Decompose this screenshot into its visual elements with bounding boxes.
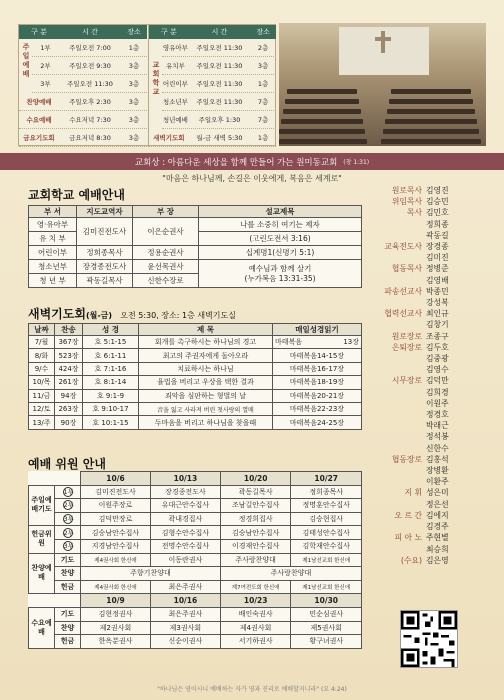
table-row: 헌금 한옥분권사 신순이권사 서기하권사 황구녀권사 — [29, 635, 362, 649]
header-division: 구 분 — [31, 28, 47, 36]
church-school-label: 교회학교 — [152, 61, 160, 96]
staff-row — [368, 511, 488, 520]
staff-row — [368, 276, 488, 285]
worship-times-right — [148, 25, 276, 147]
staff-name: 성은미 — [426, 488, 449, 498]
staff-name: 최인규 — [426, 309, 449, 319]
staff-row — [368, 320, 488, 329]
staff-name: 김승민 — [426, 197, 449, 207]
staff-name: 장병환 — [426, 466, 449, 476]
motto-text: 교회상 : 아름다운 세상을 함께 만들어 가는 원미동교회 — [134, 157, 338, 168]
staff-role — [368, 522, 426, 531]
worship-row: 청년예배 주일오후 1:30 7층 — [162, 111, 276, 129]
table-row: 2부 이원주장로 유대근안수집사 조남길안수집사 정명훈안수집사 — [29, 499, 362, 513]
staff-role: 원로장로 — [391, 331, 422, 341]
staff-role — [368, 432, 426, 441]
worship-row: 영유아부 주일오전 11:30 2층 — [162, 39, 276, 57]
table-row: 8/화 523장 호 6:1-11 최고의 주권자에게 돌아오라 마태복음14-15장 — [29, 349, 362, 362]
worship-row: 찬양예배 주일오후 2:30 3층 — [19, 93, 147, 111]
staff-row — [368, 522, 488, 531]
staff-role — [368, 399, 426, 408]
dawn-prayer-title: 새벽기도회(월-금) 오전 5:30, 장소: 1층 새벽기도실 — [28, 307, 236, 321]
staff-role: 시무장로 — [391, 376, 422, 386]
dawn-prayer-table: 날짜 찬송 성 경 제 목 매일성경읽기 7/월 367장 호 5:1-15 회개를 촉구하시는 하나님의 경고 마태복음 13장 8/화 523장 호 6:1-11 최고의 주권자에게 돌아오라 마태복음14-15장 9/수 424장 호 7:1-16 치료하시는 하나님 마태복음16-17장 10/목 261장 호 8:1-14 율법을 버리고 우상을 택한 결과 마태복음18-19장 11/금 94장 호 9:1-9 죄악을 심판하는 형벌의 날 마태복음20-21장 12/토 263장 호 9:10-17 音을 잃고 사라져 버린 첫사랑의 열매 마태복음22-23장 13/주 90장 호 10:1-15 두마음을 버리고 하나님을 찾을때 마태복음24-25장 — [28, 323, 362, 430]
staff-row — [368, 231, 488, 240]
staff-role: 원로목사 — [391, 186, 422, 195]
footer-verse: "하나님은 영이시니 예배하는 자가 영과 진리로 예배할지니라" (요 4:24) — [157, 686, 347, 693]
staff-name: 김민호 — [426, 208, 449, 218]
school-table — [28, 205, 362, 288]
col-dept: 부 서 — [29, 206, 77, 218]
table-row: 어린이부 정희종목사 정용순권사 십계명1(신명기 5:1) — [29, 246, 362, 260]
staff-role: 협력선교사 — [384, 309, 422, 319]
staff-name: 이원주 — [426, 398, 449, 408]
staff-row — [368, 264, 488, 273]
staff-role — [368, 477, 426, 486]
col-sermon: 설교제목 — [199, 206, 362, 218]
table-row: 찬양 제2권사회 제3권사회 제4권사회 제5권사회 — [29, 621, 362, 635]
staff-row — [368, 197, 488, 206]
staff-row — [368, 432, 488, 441]
staff-row — [368, 545, 488, 554]
staff-row — [368, 242, 488, 251]
staff-row — [368, 421, 488, 430]
staff-row — [368, 410, 488, 419]
worship-row: 어린이부 주일오전 11:30 1층 — [162, 75, 276, 93]
staff-name: 김중광 — [426, 354, 449, 364]
staff-row — [368, 376, 488, 385]
worship-times-left — [19, 25, 147, 147]
staff-role — [368, 365, 426, 374]
table-row: 7/월 367장 호 5:1-15 회개를 촉구하시는 하나님의 경고 마태복음 13장 — [29, 336, 362, 349]
table-row: 헌금 제4권사회 한신애 최은주권사 제7여전도회 한신애 제1남선교회 한신애 — [29, 580, 362, 594]
table-row: 주일예배기도 1부 김미진전도사 장경종전도사 곽동길목사 정희종목사 — [29, 485, 362, 499]
staff-name: 박종민 — [426, 286, 449, 296]
staff-name: 곽동길 — [426, 230, 449, 240]
staff-role — [368, 410, 426, 419]
staff-row — [368, 309, 488, 318]
staff-role — [368, 220, 426, 229]
staff-row — [368, 533, 488, 542]
col-pastor: 지도교역자 — [77, 206, 133, 218]
staff-name: 조종구 — [426, 331, 449, 341]
table-row: 12/토 263장 호 9:10-17 音을 잃고 사라져 버린 첫사랑의 열매 마태복음22-23장 — [29, 402, 362, 415]
staff-role: 목사 — [406, 208, 422, 218]
staff-name: 정은선 — [426, 499, 449, 509]
worship-row: 3부 주일오전 11:30 3층 — [32, 75, 147, 93]
worship-times-header: 구 분 시 간 장소 — [149, 25, 276, 39]
staff-name: 김희경 — [426, 387, 449, 397]
duty-table: 10/6 10/13 10/20 10/27 주일예배기도 1부 김미진전도사 장경종전도사 곽동길목사 정희종목사 2부 이원주장로 유대근안수집사 조남길안수집사 정명훈안수집사 3부 김덕만장로 곽내경집사 정경희집사 김승현집사 헌금위원 2부 김승남안수집사 김형수안수집사 김승남안수집사 김태성안수집사 3부 지경남안수집사 전명수안수집사 이경재안수집사 김학재안수집사 찬양예배 기도 제4권사회 한신애 이동란권사 주사랑찬양대 제1남선교회 한신애 찬양 주향기찬양대 주사랑찬양대 헌금 제4권사회 한신애 최은주권사 제7여전도회 한신애 제1남선교회 한신애 10/9 10/16 10/23 10/30 수요예배 기도 김현정권사 최은주권사 배인숙권사 민순심권사 찬양 제2권사회 제3권사회 제4권사회 제5권사회 헌금 한옥분권사 신순이권사 서기하권사 황구녀권사 — [28, 471, 362, 649]
church-motto-banner — [0, 153, 504, 170]
staff-role — [368, 320, 426, 329]
header-time: 시 간 — [82, 28, 98, 36]
staff-role — [368, 466, 426, 475]
staff-name: 김홍석 — [426, 454, 449, 464]
worship-times-header — [19, 25, 147, 39]
staff-role — [368, 545, 426, 554]
staff-role: 협동목사 — [391, 264, 422, 274]
worship-row: 1부 주일오전 7:00 1층 — [32, 39, 147, 57]
worship-row: 금요기도회 금요저녁 8:30 3층 — [19, 129, 147, 147]
staff-row — [368, 455, 488, 464]
staff-name: 박래근 — [426, 421, 449, 431]
table-row: 10/목 261장 호 8:1-14 율법을 버리고 우상을 택한 결과 마태복음18-19장 — [29, 376, 362, 389]
staff-role: 지 휘 — [404, 488, 422, 498]
sunday-worship-label: 주일예배 — [22, 43, 30, 78]
staff-row — [368, 186, 488, 195]
staff-name: 김은영 — [426, 555, 449, 565]
staff-name: 정석봉 — [426, 432, 449, 442]
staff-name: 장경종 — [426, 242, 449, 252]
staff-row — [368, 444, 488, 453]
staff-role — [368, 231, 426, 240]
staff-role: (수요) — [400, 555, 422, 565]
table-row: 9/수 424장 호 7:1-16 치료하시는 하나님 마태복음16-17장 — [29, 362, 362, 375]
staff-name: 김에지 — [426, 510, 449, 520]
table-row: 찬양예배 기도 제4권사회 한신애 이동란권사 주사랑찬양대 제1남선교회 한신애 — [29, 553, 362, 567]
staff-role — [368, 253, 426, 262]
staff-name: 김미진 — [426, 253, 449, 263]
staff-list — [368, 186, 488, 567]
header-place: 장소 — [127, 28, 141, 36]
table-row: 청소년부 장경종전도사 윤선목권사 예수님과 함께 살기 (누가복음 13:31-35) — [29, 260, 362, 274]
staff-row — [368, 298, 488, 307]
table-row: 11/금 94장 호 9:1-9 죄악을 심판하는 형벌의 날 마태복음20-21장 — [29, 389, 362, 402]
worship-times-table — [18, 24, 276, 146]
staff-name: 김경주 — [426, 522, 449, 532]
staff-name: 김영진 — [426, 186, 449, 195]
staff-row — [368, 365, 488, 374]
staff-name: 이환주 — [426, 477, 449, 487]
staff-name: 정병준 — [426, 264, 449, 274]
staff-role — [368, 388, 426, 397]
table-row: 3부 김덕만장로 곽내경집사 정경희집사 김승현집사 — [29, 512, 362, 526]
staff-row — [368, 287, 488, 296]
staff-row — [368, 477, 488, 486]
staff-role: 교육전도사 — [384, 242, 422, 252]
staff-name: 김두호 — [426, 342, 449, 352]
staff-row — [368, 500, 488, 509]
table-row: 청 년 부 곽동길목사 신한수장로 — [29, 274, 362, 288]
table-row: 영·유아부 김미진전도사 이은순권사 나를 소중히 여기는 제자 — [29, 218, 362, 232]
staff-row — [368, 343, 488, 352]
staff-role: 협동장로 — [391, 454, 422, 464]
staff-row — [368, 220, 488, 229]
table-row: 헌금위원 2부 김승남안수집사 김형수안수집사 김승남안수집사 김태성안수집사 — [29, 526, 362, 540]
staff-row — [368, 388, 488, 397]
staff-role — [368, 298, 426, 307]
qr-code[interactable] — [400, 610, 458, 668]
staff-role — [368, 444, 426, 453]
col-chief: 부 장 — [133, 206, 199, 218]
staff-name: 정희종 — [426, 219, 449, 229]
school-title: 교회학교 예배안내 — [28, 188, 125, 202]
staff-name: 김영수 — [426, 365, 449, 375]
staff-role: 파송선교사 — [384, 286, 422, 296]
staff-row — [368, 399, 488, 408]
staff-row — [368, 332, 488, 341]
staff-role — [368, 500, 426, 509]
staff-row — [368, 488, 488, 497]
staff-name: 신한수 — [426, 443, 449, 453]
staff-row — [368, 466, 488, 475]
table-row: 유 치 부 (고린도전서 3:16) — [29, 232, 362, 246]
staff-role: 위임목사 — [391, 197, 422, 207]
motto-reference: (창 1:31) — [343, 159, 370, 166]
staff-name: 김창기 — [426, 320, 449, 330]
staff-row — [368, 354, 488, 363]
worship-row: 새벽기도회 월-금 새벽 5:30 1층 — [149, 129, 276, 147]
staff-name: 김덕만 — [426, 376, 449, 386]
staff-row — [368, 208, 488, 217]
staff-row — [368, 556, 488, 565]
worship-row: 수요예배 수요저녁 7:30 3층 — [19, 111, 147, 129]
staff-name: 정경호 — [426, 410, 449, 420]
staff-name: 최승희 — [426, 544, 449, 554]
table-row: 13/주 90장 호 10:1-15 두마음을 버리고 하나님을 찾을때 마태복음24-25장 — [29, 416, 362, 429]
staff-role — [368, 421, 426, 430]
sanctuary-photo — [279, 23, 486, 146]
worship-row: 청소년부 주일오전 11:30 7층 — [162, 93, 276, 111]
staff-role: 피 아 노 — [394, 533, 422, 543]
worship-row: 유치부 주일오전 11:30 3층 — [162, 57, 276, 75]
table-row: 수요예배 기도 김현정권사 최은주권사 배인숙권사 민순심권사 — [29, 607, 362, 621]
staff-role: 오 르 간 — [394, 510, 422, 520]
worship-row: 2부 주일오전 9:30 3층 — [32, 57, 147, 75]
staff-role — [368, 276, 426, 285]
table-row: 찬양 주향기찬양대 주사랑찬양대 — [29, 567, 362, 581]
staff-role — [368, 354, 426, 363]
staff-role: 은퇴장로 — [391, 342, 422, 352]
qr-code-icon — [401, 611, 457, 667]
staff-name: 강성복 — [426, 298, 449, 308]
staff-name: 주현별 — [426, 533, 449, 543]
motto-quote: "마음은 하나님께, 손길은 이웃에게, 복음은 세계로" — [162, 174, 342, 183]
staff-name: 김영배 — [426, 275, 449, 285]
staff-row — [368, 253, 488, 262]
table-row: 3부 지경남안수집사 전명수안수집사 이경재안수집사 김학재안수집사 — [29, 539, 362, 553]
duty-title: 예배 위원 안내 — [28, 457, 106, 471]
